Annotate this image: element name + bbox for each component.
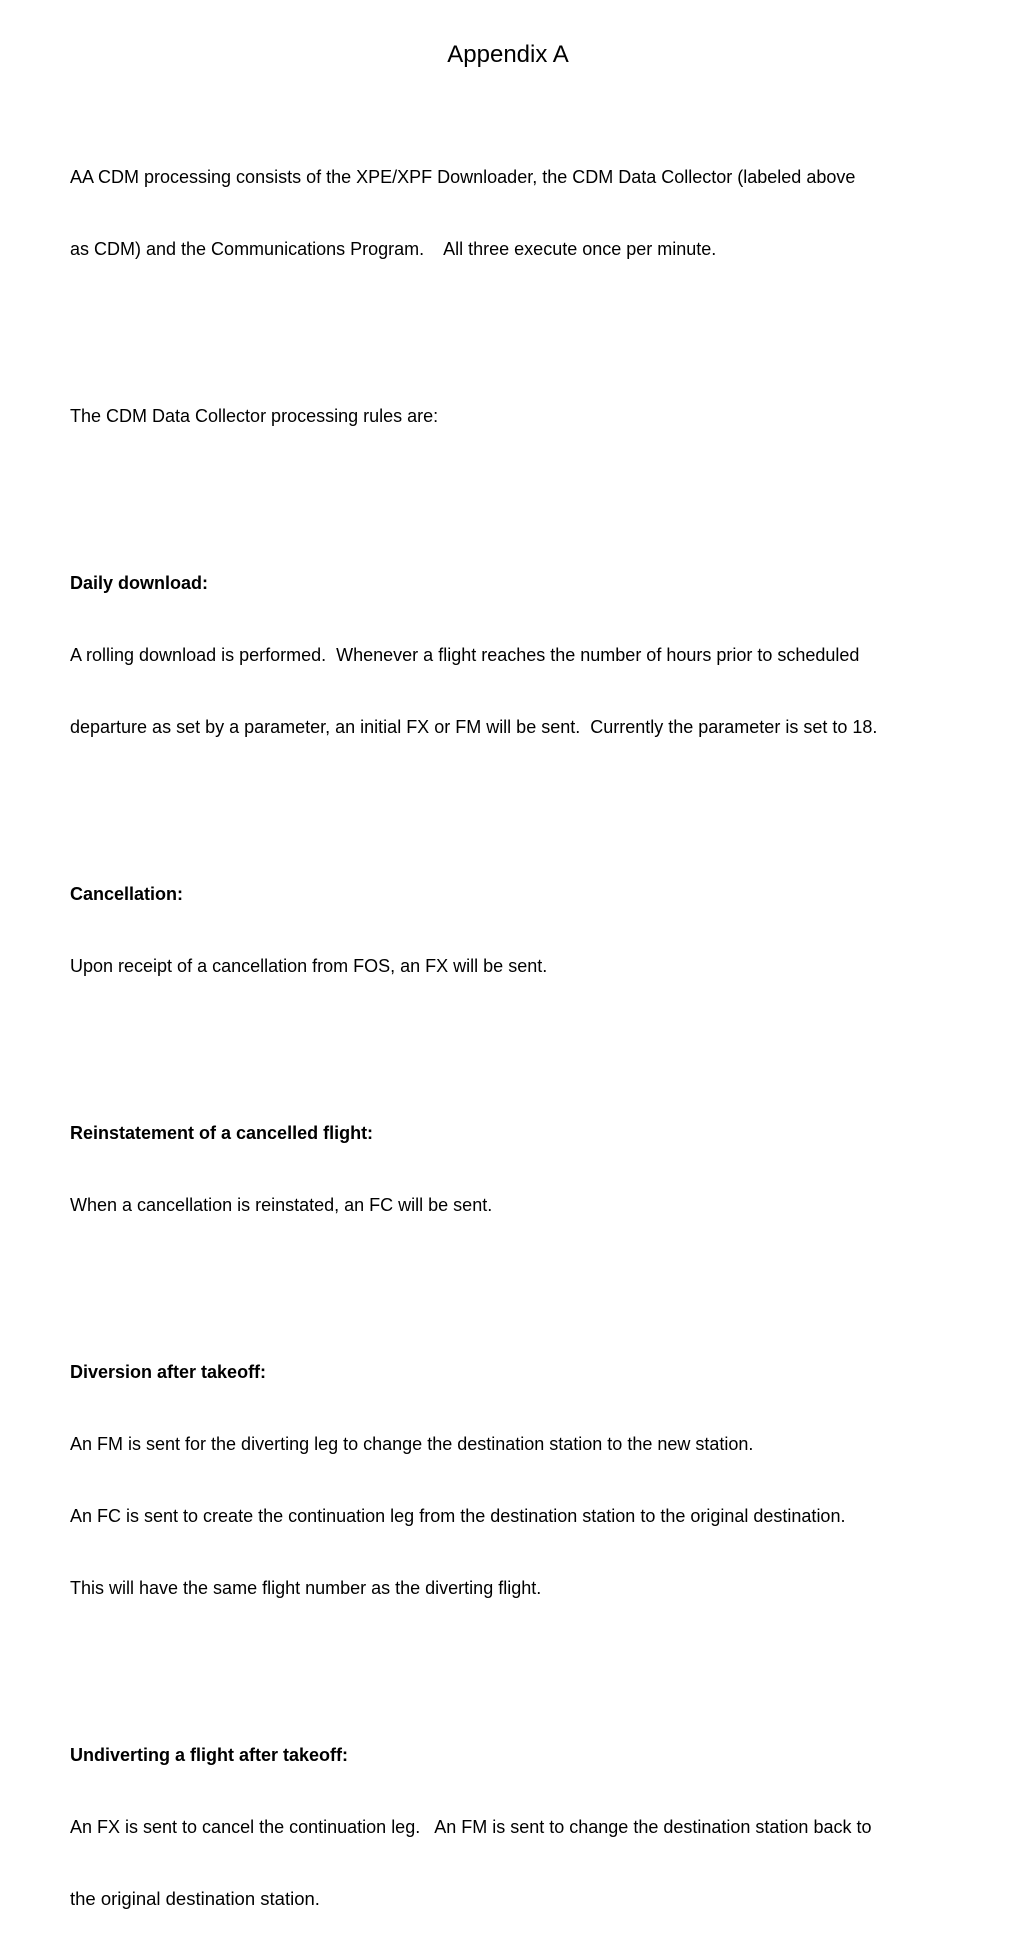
section-heading-cancellation: Cancellation: [70, 884, 184, 904]
page-title: Appendix A [447, 41, 569, 68]
paragraph-gap [70, 787, 1010, 810]
rules-intro: The CDM Data Collector processing rules are: [70, 406, 439, 426]
section-text: A rolling download is performed. Whenever a flight reaches the number of hours prior to scheduled [70, 645, 860, 665]
section-heading-reinstatement: Reinstatement of a cancelled flight: [70, 1123, 374, 1143]
section-text: departure as set by a parameter, an initial FX or FM will be sent. Currently the parameter is set to 18. [70, 717, 878, 737]
paragraph-gap [70, 1648, 1010, 1671]
paragraph-gap [70, 476, 1010, 499]
section-text: This will have the same flight number as the diverting flight. [70, 1578, 542, 1598]
section-heading-undiverting: Undiverting a flight after takeoff: [70, 1745, 349, 1765]
intro-line: AA CDM processing consists of the XPE/XPF Downloader, the CDM Data Collector (labeled above [70, 167, 856, 187]
paragraph-gap [70, 1026, 1010, 1049]
section-text: When a cancellation is reinstated, an FC will be sent. [70, 1195, 493, 1215]
section-heading-daily-download: Daily download: [70, 573, 209, 593]
paragraph-gap [70, 309, 1010, 332]
section-text: An FM is sent for the diverting leg to change the destination station to the new station. [70, 1434, 754, 1454]
section-text: Upon receipt of a cancellation from FOS, an FX will be sent. [70, 956, 548, 976]
section-text: An FC is sent to create the continuation leg from the destination station to the original destination. [70, 1506, 846, 1526]
section-text: An FX is sent to cancel the continuation leg. An FM is sent to change the destination station back to [70, 1817, 872, 1837]
section-heading-diversion: Diversion after takeoff: [70, 1362, 267, 1382]
section-text: the original destination station. [70, 1888, 320, 1909]
intro-line: as CDM) and the Communications Program. All three execute once per minute. [70, 239, 717, 259]
slide-body [70, 117, 1010, 1959]
paragraph-gap [70, 1265, 1010, 1288]
